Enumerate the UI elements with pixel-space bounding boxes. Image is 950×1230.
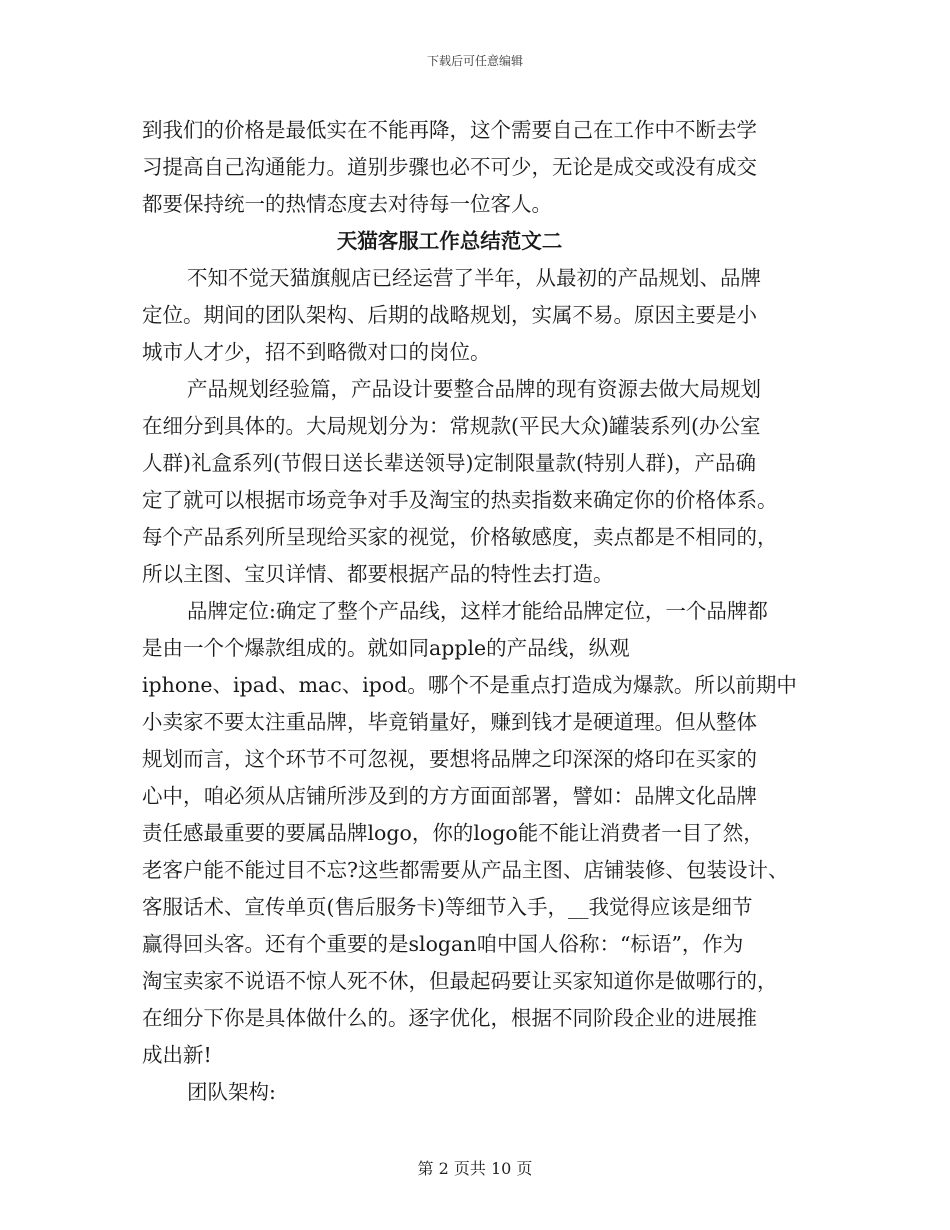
text-line: 在细分下你是具体做什么的。逐字优化，根据不同阶段企业的进展推 xyxy=(142,1006,757,1030)
text-line: 每个产品系列所呈现给买家的视觉，价格敏感度，卖点都是不相同的， xyxy=(142,525,778,549)
text-line: 在细分到具体的。大局规划分为：常规款(平民大众)罐装系列(办公室 xyxy=(142,414,761,438)
text-line: iphone、ipad、mac、ipod。哪个不是重点打造成为爆款。所以前期中 xyxy=(142,673,797,697)
text-line: 淘宝卖家不说语不惊人死不休，但最起码要让买家知道你是做哪行的， xyxy=(142,969,778,993)
text-line: 责任感最重要的要属品牌logo，你的logo能不能让消费者一目了然， xyxy=(142,821,764,845)
text-line: 规划而言，这个环节不可忽视，要想将品牌之印深深的烙印在买家的 xyxy=(142,747,757,771)
page-footer: 第 2 页共 10 页 xyxy=(417,1159,533,1178)
text-line: 产品规划经验篇，产品设计要整合品牌的现有资源去做大局规划 xyxy=(187,377,761,401)
text-line: 小卖家不要太注重品牌，毕竟销量好，赚到钱才是硬道理。但从整体 xyxy=(142,710,757,734)
text-line: 赢得回头客。还有个重要的是slogan咱中国人俗称：“标语”，作为 xyxy=(142,932,744,956)
text-line: 都要保持统一的热情态度去对待每一位客人。 xyxy=(142,192,552,216)
text-line: 老客户能不能过目不忘?这些都需要从产品主图、店铺装修、包装设计、 xyxy=(142,858,789,882)
section-heading: 天猫客服工作总结范文二 xyxy=(336,229,563,253)
text-line: 习提高自己沟通能力。道别步骤也必不可少，无论是成交或没有成交 xyxy=(142,155,757,179)
text-line: 品牌定位:确定了整个产品线，这样才能给品牌定位，一个品牌都 xyxy=(187,599,768,623)
text-line: 心中，咱必须从店铺所涉及到的方方面面部署，譬如：品牌文化品牌 xyxy=(142,784,757,808)
text-line: 城市人才少，招不到略微对口的岗位。 xyxy=(142,340,491,364)
text-line: 客服话术、宣传单页(售后服务卡)等细节入手，__我觉得应该是细节 xyxy=(142,895,753,919)
text-line: 到我们的价格是最低实在不能再降，这个需要自己在工作中不断去学 xyxy=(142,118,757,142)
text-line: 团队架构: xyxy=(187,1080,276,1104)
text-line: 定位。期间的团队架构、后期的战略规划，实属不易。原因主要是小 xyxy=(142,303,757,327)
text-line: 不知不觉天猫旗舰店已经运营了半年，从最初的产品规划、品牌 xyxy=(187,266,761,290)
text-line: 是由一个个爆款组成的。就如同apple的产品线，纵观 xyxy=(142,636,630,660)
text-line: 人群)礼盒系列(节假日送长辈送领导)定制限量款(特别人群)，产品确 xyxy=(142,451,756,475)
text-line: 定了就可以根据市场竞争对手及淘宝的热卖指数来确定你的价格体系。 xyxy=(142,488,778,512)
page-header: 下载后可任意编辑 xyxy=(426,54,523,68)
document-body xyxy=(142,112,812,1111)
text-line: 所以主图、宝贝详情、都要根据产品的特性去打造。 xyxy=(142,562,614,586)
text-line: 成出新! xyxy=(142,1043,212,1067)
